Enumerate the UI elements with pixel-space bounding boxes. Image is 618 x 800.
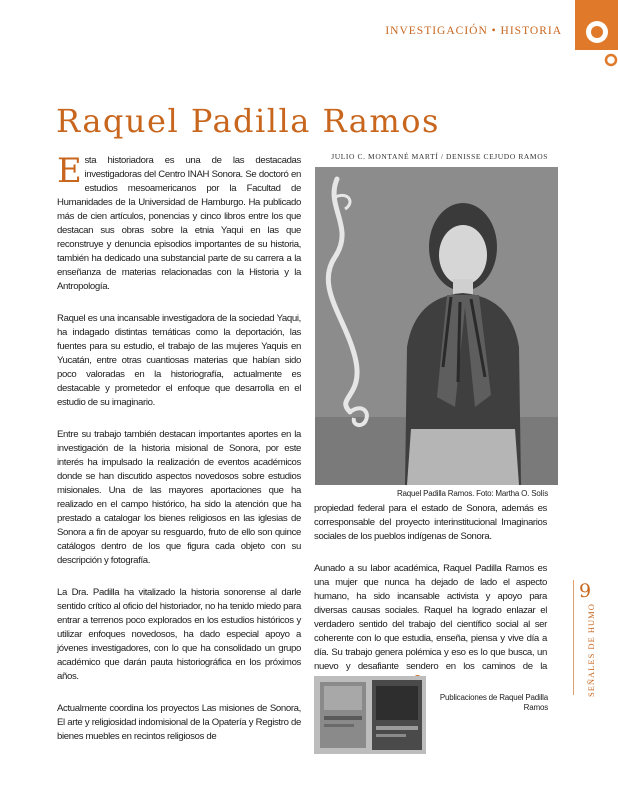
portrait-photo (315, 167, 558, 485)
page-number: 9 (579, 580, 592, 602)
photo-caption: Raquel Padilla Ramos. Foto: Martha O. Solís (396, 489, 548, 498)
paragraph-7 (314, 562, 547, 688)
magazine-name: SEÑALES DE HUMO (586, 603, 596, 697)
paragraph-2: Raquel es una incansable investigadora de la sociedad Yaqui, ha indagado distintas temáticas como la deportación, las fuentes para su estudio, el trabajo de las mujeres Yaquis en Yucatán, entre otras cuantiosas materias que habían sido poco valoradas en la historiografía, actualmente es destacable y prometedor el enfoque que desarrolla en el estudio de su imaginario. (57, 313, 301, 408)
paragraph-3: Entre su trabajo también destacan importantes aportes en la investigación de la historia misional de Sonora, por este interés ha impulsado la realización de eventos académicos donde se han discutido aspectos novedosos sobre estudios misionales. Una de las mayores aportaciones que ha realizado en el campo histórico, ha sido la atención que ha prestado a catalogar los bienes religiosos en las iglesias de Sonora a fin de apoyar su resguardo, fruto de ello son quince catálogos dentro de los que figura cada objeto con su descripción y fotografía. (57, 429, 301, 566)
magazine-logo-icon (575, 0, 618, 70)
left-column (57, 151, 301, 762)
paragraph-6: propiedad federal para el estado de Sonora, además es corresponsable del proyecto interinstitucional Imaginarios sociales de los pueblos indígenas de Sonora. (314, 503, 547, 542)
publications-photo (314, 676, 426, 754)
paragraph-4: La Dra. Padilla ha vitalizado la historia sonorense al darle sentido crítico al oficio del historiador, no ha tenido miedo para entrar a terrenos poco explorados en los estudios históricos y utilizar enfoques novedosos, ha dado especial apoyo a jóvenes investigadores, con lo que ha consolidado un grupo académico que darán pauta historiográfica en los próximos años. (57, 587, 301, 682)
portrait-illustration (315, 167, 558, 485)
article-authors: JULIO C. MONTANÉ MARTÍ / DENISSE CEJUDO RAMOS (331, 152, 548, 161)
drop-cap: E (57, 151, 82, 191)
sidebar-divider (573, 580, 574, 695)
paragraph-7-text: Aunado a su labor académica, Raquel Padilla Ramos es una mujer que nunca ha dejado de lado el aspecto humano, ha sido incansable activista y apoyo para diversas causas sociales. Raquel ha logrado enlazar el verdadero sentido del trabajo del científico social al ser coherente con lo que estudia, enseña, piensa y vive día a día. Su trabajo genera polémica y eso es lo que busca, un nuevo y desafiante sendero en los caminos de la (314, 563, 547, 672)
section-label: INVESTIGACIÓN • HISTORIA (385, 25, 562, 37)
publications-caption: Publicaciones de Raquel Padilla Ramos (439, 693, 548, 712)
paragraph-1-text: sta historiadora es una de las destacadas investigadoras del Centro INAH Sonora. Se doctoró en estudios mesoamericanos por la Facultad de Humanidades de la Universidad de Hamburgo. Ha publicado más de cien artículos, ponencias y cinco libros entre los que destacan sus obras sobre la etnia Yaqui en las que reconstruye y denuncia episodios importantes de su historia, también ha dedicado una substancial parte de su carrera a la enseñanza de materias relacionadas con la Historia y la Antropología. (57, 155, 301, 292)
paragraph-1 (57, 151, 301, 294)
paragraph-5: Actualmente coordina los proyectos Las misiones de Sonora, El arte y religiosidad indomisional de la Opatería y Registro de bienes muebles en recintos religiosos de (57, 703, 301, 742)
publications-illustration (314, 676, 426, 754)
article-title: Raquel Padilla Ramos (56, 102, 440, 140)
